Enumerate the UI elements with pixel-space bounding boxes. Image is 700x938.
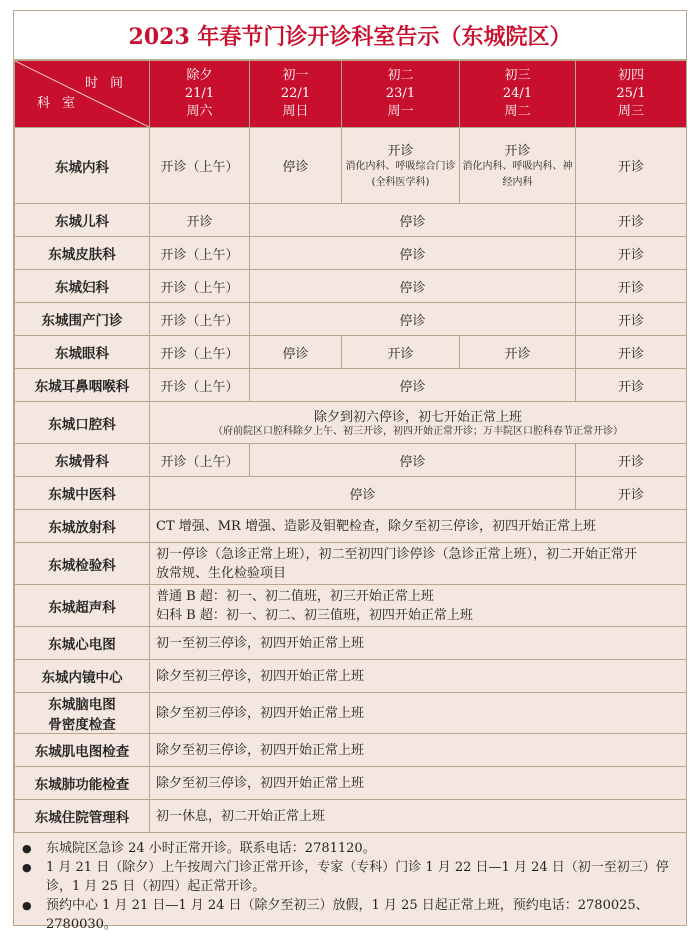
- table-row: [15, 369, 687, 402]
- table-row: [15, 270, 687, 303]
- dept-cell: 东城超声科: [15, 585, 150, 627]
- status-cell: 开诊: [576, 270, 687, 303]
- status-cell: 停诊: [250, 237, 576, 270]
- table-row: [15, 510, 687, 543]
- table-row: [15, 237, 687, 270]
- diagonal-line-icon: [15, 61, 149, 127]
- status-cell: 开诊（上午）: [150, 444, 250, 477]
- table-row: [15, 734, 687, 767]
- status-cell: 开诊（上午）: [150, 336, 250, 369]
- table-row: [15, 585, 687, 627]
- status-cell: 除夕至初三停诊，初四开始正常上班: [150, 660, 687, 693]
- table-row: [15, 800, 687, 833]
- dept-cell: 东城肺功能检查: [15, 767, 150, 800]
- header-row: [15, 61, 687, 128]
- dept-cell: 东城围产门诊: [15, 303, 150, 336]
- table-row: [15, 543, 687, 585]
- status-cell: 停诊: [250, 128, 342, 204]
- dept-cell: 东城内镜中心: [15, 660, 150, 693]
- table-row: [15, 477, 687, 510]
- status-cell: 除夕到初六停诊，初七开始正常上班 （府前院区口腔科除夕上午、初三开诊，初四开始正常开诊；万丰院区口腔科春节正常开诊）: [150, 402, 687, 444]
- status-cell: 初一休息，初二开始正常上班: [150, 800, 687, 833]
- status-cell: 停诊: [250, 444, 576, 477]
- dept-cell: 东城中医科: [15, 477, 150, 510]
- dept-cell: 东城眼科: [15, 336, 150, 369]
- status-cell: 停诊: [250, 369, 576, 402]
- dept-cell: 东城住院管理科: [15, 800, 150, 833]
- table-row: [15, 204, 687, 237]
- dept-cell: 东城检验科: [15, 543, 150, 585]
- status-cell: 开诊: [150, 204, 250, 237]
- status-cell: 开诊 消化内科、呼吸内科、神经内科: [460, 128, 576, 204]
- status-cell: 初一至初三停诊，初四开始正常上班: [150, 627, 687, 660]
- header-corner: [15, 61, 150, 128]
- status-cell: 停诊: [150, 477, 576, 510]
- status-cell: 开诊: [576, 204, 687, 237]
- status-cell: CT 增强、MR 增强、造影及钼靶检查，除夕至初三停诊，初四开始正常上班: [150, 510, 687, 543]
- dept-cell: 东城骨科: [15, 444, 150, 477]
- status-cell: 开诊（上午）: [150, 270, 250, 303]
- note-item: ● 1 月 21 日（除夕）上午按周六门诊正常开诊，专家（专科）门诊 1 月 22 日—1 月 24 日（初一至初三）停诊，1 月 25 日（初四）起正常开诊。: [22, 858, 678, 896]
- status-cell: 开诊 消化内科、呼吸综合门诊(全科医学科): [342, 128, 460, 204]
- header-day-chusan: 初三 24/1 周二: [460, 61, 576, 128]
- status-cell: 开诊（上午）: [150, 128, 250, 204]
- table-row: [15, 402, 687, 444]
- status-cell: 停诊: [250, 270, 576, 303]
- notes-section: [14, 833, 686, 934]
- status-cell: 开诊: [460, 336, 576, 369]
- status-cell: 开诊: [576, 477, 687, 510]
- header-time-label: 时间: [84, 76, 135, 91]
- status-cell: 除夕至初三停诊，初四开始正常上班: [150, 734, 687, 767]
- dept-cell: 东城心电图: [15, 627, 150, 660]
- status-cell: 开诊: [576, 237, 687, 270]
- bullet-icon: [22, 839, 46, 858]
- schedule-table: [14, 60, 687, 833]
- table-row: [15, 444, 687, 477]
- status-cell: 开诊（上午）: [150, 303, 250, 336]
- dept-cell: 东城儿科: [15, 204, 150, 237]
- status-cell: 除夕至初三停诊，初四开始正常上班: [150, 767, 687, 800]
- status-cell: 普通 B 超：初一、初二值班，初三开始正常上班 妇科 B 超：初一、初二、初三值班，初四开始正常上班: [150, 585, 687, 627]
- dept-cell: 东城放射科: [15, 510, 150, 543]
- bullet-icon: [22, 858, 46, 896]
- note-item: ● 预约中心 1 月 21 日—1 月 24 日（除夕至初三）放假，1 月 25 日起正常上班，预约电话：2780025、2780030。: [22, 896, 678, 934]
- status-cell: 初一停诊（急诊正常上班），初二至初四门诊停诊（急诊正常上班），初二开始正常开 放常规、生化检验项目: [150, 543, 687, 585]
- table-row: [15, 693, 687, 734]
- page-title: 2023 年春节门诊开诊科室告示（东城院区）: [14, 11, 686, 60]
- status-cell: 开诊: [576, 128, 687, 204]
- table-row: [15, 660, 687, 693]
- dept-cell: 东城耳鼻咽喉科: [15, 369, 150, 402]
- status-cell: 停诊: [250, 303, 576, 336]
- table-row: [15, 627, 687, 660]
- note-item: ● 东城院区急诊 24 小时正常开诊。联系电话：2781120。: [22, 839, 678, 858]
- status-cell: 开诊（上午）: [150, 237, 250, 270]
- table-row: [15, 336, 687, 369]
- dept-cell: 东城皮肤科: [15, 237, 150, 270]
- table-row: [15, 767, 687, 800]
- status-cell: 开诊（上午）: [150, 369, 250, 402]
- dept-cell: 东城内科: [15, 128, 150, 204]
- status-cell: 开诊: [342, 336, 460, 369]
- table-row: [15, 303, 687, 336]
- status-cell: 停诊: [250, 204, 576, 237]
- bullet-icon: [22, 896, 46, 934]
- header-day-chuer: 初二 23/1 周一: [342, 61, 460, 128]
- notice-frame: [13, 10, 687, 932]
- status-cell: 开诊: [576, 369, 687, 402]
- dept-cell: 东城妇科: [15, 270, 150, 303]
- header-day-chuxi: 除夕 21/1 周六: [150, 61, 250, 128]
- status-cell: 开诊: [576, 336, 687, 369]
- header-dept-label: 科室: [37, 96, 88, 111]
- dept-cell: 东城肌电图检查: [15, 734, 150, 767]
- table-row: [15, 128, 687, 204]
- header-day-chuyi: 初一 22/1 周日: [250, 61, 342, 128]
- status-cell: 除夕至初三停诊，初四开始正常上班: [150, 693, 687, 734]
- status-cell: 停诊: [250, 336, 342, 369]
- dept-cell: 东城口腔科: [15, 402, 150, 444]
- status-cell: 开诊: [576, 444, 687, 477]
- header-day-chusi: 初四 25/1 周三: [576, 61, 687, 128]
- dept-cell: 东城脑电图 骨密度检查: [15, 693, 150, 734]
- status-cell: 开诊: [576, 303, 687, 336]
